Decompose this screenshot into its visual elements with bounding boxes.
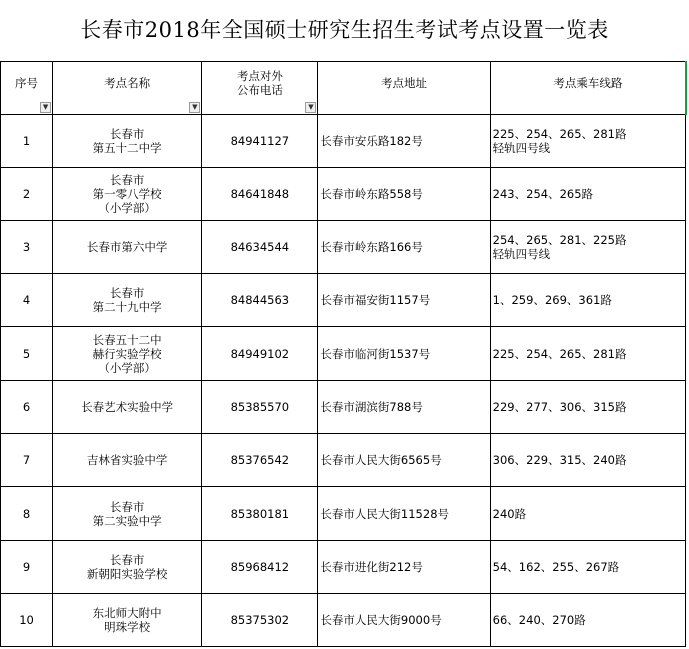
- site-route: 54、162、255、267路: [492, 560, 620, 574]
- header-route: [490, 62, 685, 115]
- site-phone-cell[interactable]: [202, 274, 318, 327]
- row-number: 10: [19, 613, 34, 627]
- exam-sites-table: [0, 61, 686, 647]
- filter-dropdown-icon[interactable]: ▼: [40, 102, 51, 113]
- site-phone-cell[interactable]: [202, 115, 318, 168]
- header-route-label: 考点乘车线路: [553, 76, 623, 90]
- site-route-cell[interactable]: [490, 541, 685, 594]
- table-row: [1, 381, 686, 434]
- site-name: 长春市 第五十二中学: [92, 127, 162, 155]
- site-phone: 84949102: [230, 346, 290, 361]
- row-number-cell[interactable]: [1, 381, 53, 434]
- site-name-cell[interactable]: [53, 327, 202, 381]
- site-name-cell[interactable]: [53, 381, 202, 434]
- site-route: 229、277、306、315路: [492, 400, 627, 414]
- site-phone: 84641848: [230, 187, 290, 201]
- site-address: 长春市人民大街11528号: [320, 506, 450, 521]
- site-address: 长春市安乐路182号: [320, 134, 423, 148]
- filter-dropdown-icon[interactable]: ▼: [189, 102, 200, 113]
- site-route-cell[interactable]: [490, 487, 685, 541]
- site-address: 长春市岭东路558号: [320, 187, 423, 201]
- site-name: 长春市第六中学: [86, 240, 168, 254]
- site-phone-cell[interactable]: [202, 487, 318, 541]
- site-address-cell[interactable]: [318, 168, 490, 221]
- site-name: 长春五十二中 赫行实验学校 （小学部）: [92, 332, 162, 375]
- header-phone: [202, 62, 318, 115]
- row-number: 4: [22, 293, 31, 307]
- site-route: 1、259、269、361路: [492, 293, 612, 307]
- site-name: 长春市 第二十九中学: [92, 286, 162, 314]
- site-address-cell[interactable]: [318, 541, 490, 594]
- site-route: 240路: [492, 506, 527, 521]
- page-title: 长春市2018年全国硕士研究生招生考试考点设置一览表: [80, 18, 609, 42]
- site-address: 长春市人民大街6565号: [320, 453, 442, 467]
- site-route-cell[interactable]: [490, 115, 685, 168]
- header-no-label: 序号: [15, 76, 39, 90]
- site-phone: 85968412: [230, 560, 290, 574]
- site-phone-cell[interactable]: [202, 381, 318, 434]
- row-number-cell[interactable]: [1, 487, 53, 541]
- site-route-cell[interactable]: [490, 381, 685, 434]
- table-row: [1, 594, 686, 647]
- site-phone: 85385570: [230, 400, 290, 414]
- site-address-cell[interactable]: [318, 327, 490, 381]
- row-number-cell[interactable]: [1, 221, 53, 274]
- site-name-cell[interactable]: [53, 487, 202, 541]
- site-phone: 85376542: [230, 453, 290, 467]
- header-name-label: 考点名称: [104, 76, 151, 90]
- site-address-cell[interactable]: [318, 381, 490, 434]
- site-route-cell[interactable]: [490, 274, 685, 327]
- site-address: 长春市湖滨街788号: [320, 400, 423, 414]
- header-address-label: 考点地址: [381, 76, 428, 90]
- site-address: 长春市进化街212号: [320, 560, 423, 574]
- row-number: 9: [22, 560, 31, 574]
- row-number-cell[interactable]: [1, 434, 53, 487]
- site-route: 66、240、270路: [492, 613, 586, 627]
- row-number: 3: [22, 240, 31, 254]
- site-name-cell[interactable]: [53, 168, 202, 221]
- site-name-cell[interactable]: [53, 221, 202, 274]
- site-address-cell[interactable]: [318, 115, 490, 168]
- site-route: 243、254、265路: [492, 187, 594, 201]
- site-address-cell[interactable]: [318, 221, 490, 274]
- header-address: [318, 62, 490, 115]
- site-route-cell[interactable]: [490, 434, 685, 487]
- site-address: 长春市岭东路166号: [320, 240, 423, 254]
- site-address-cell[interactable]: [318, 594, 490, 647]
- site-phone-cell[interactable]: [202, 168, 318, 221]
- site-phone-cell[interactable]: [202, 327, 318, 381]
- filter-dropdown-icon[interactable]: ▼: [305, 102, 316, 113]
- site-name-cell[interactable]: [53, 541, 202, 594]
- site-name: 长春市 第二实验中学: [92, 499, 162, 528]
- site-name-cell[interactable]: [53, 594, 202, 647]
- site-name: 长春艺术实验中学: [81, 400, 174, 414]
- table-row: [1, 327, 686, 381]
- table-row: [1, 168, 686, 221]
- site-address: 长春市临河街1537号: [320, 346, 431, 361]
- site-phone-cell[interactable]: [202, 594, 318, 647]
- site-name: 长春市 第一零八学校 （小学部）: [92, 173, 162, 215]
- site-address-cell[interactable]: [318, 487, 490, 541]
- site-route-cell[interactable]: [490, 168, 685, 221]
- table-row: [1, 115, 686, 168]
- site-phone-cell[interactable]: [202, 221, 318, 274]
- site-name: 吉林省实验中学: [86, 453, 168, 467]
- site-address: 长春市人民大街9000号: [320, 613, 442, 627]
- site-name: 长春市 新朝阳实验学校: [86, 553, 168, 581]
- row-number: 1: [22, 134, 31, 148]
- row-number: 8: [22, 506, 31, 521]
- site-name-cell[interactable]: [53, 434, 202, 487]
- site-route: 225、254、265、281路 轻轨四号线: [492, 127, 627, 155]
- table-row: [1, 221, 686, 274]
- row-number: 5: [22, 346, 31, 361]
- header-row: [1, 62, 686, 115]
- site-address: 长春市福安街1157号: [320, 293, 431, 307]
- site-phone-cell[interactable]: [202, 434, 318, 487]
- row-number: 2: [22, 187, 31, 201]
- site-phone: 84844563: [230, 293, 290, 307]
- site-route-cell[interactable]: [490, 594, 685, 647]
- site-phone: 84941127: [230, 134, 290, 148]
- site-phone: 85375302: [230, 613, 290, 627]
- site-route: 306、229、315、240路: [492, 453, 627, 467]
- site-phone: 84634544: [230, 240, 290, 254]
- site-route-cell[interactable]: [490, 327, 685, 381]
- table-row: [1, 487, 686, 541]
- row-number: 7: [22, 453, 31, 467]
- row-number-cell[interactable]: [1, 115, 53, 168]
- header-phone-label: 考点对外 公布电话: [236, 69, 283, 97]
- site-name: 东北师大附中 明珠学校: [92, 606, 162, 634]
- row-number-cell[interactable]: [1, 327, 53, 381]
- table-row: [1, 274, 686, 327]
- site-name-cell[interactable]: [53, 274, 202, 327]
- site-phone-cell[interactable]: [202, 541, 318, 594]
- site-route: 254、265、281、225路 轻轨四号线: [492, 233, 627, 261]
- table-row: [1, 434, 686, 487]
- site-route: 225、254、265、281路: [492, 346, 627, 361]
- row-number: 6: [22, 400, 31, 414]
- row-number-cell[interactable]: [1, 541, 53, 594]
- selection-edge: [685, 61, 687, 115]
- header-no: [1, 62, 53, 115]
- row-number-cell[interactable]: [1, 594, 53, 647]
- row-number-cell[interactable]: [1, 274, 53, 327]
- row-number-cell[interactable]: [1, 168, 53, 221]
- site-name-cell[interactable]: [53, 115, 202, 168]
- header-name: [53, 62, 202, 115]
- site-address-cell[interactable]: [318, 434, 490, 487]
- table-row: [1, 541, 686, 594]
- site-route-cell[interactable]: [490, 221, 685, 274]
- site-phone: 85380181: [230, 506, 290, 521]
- site-address-cell[interactable]: [318, 274, 490, 327]
